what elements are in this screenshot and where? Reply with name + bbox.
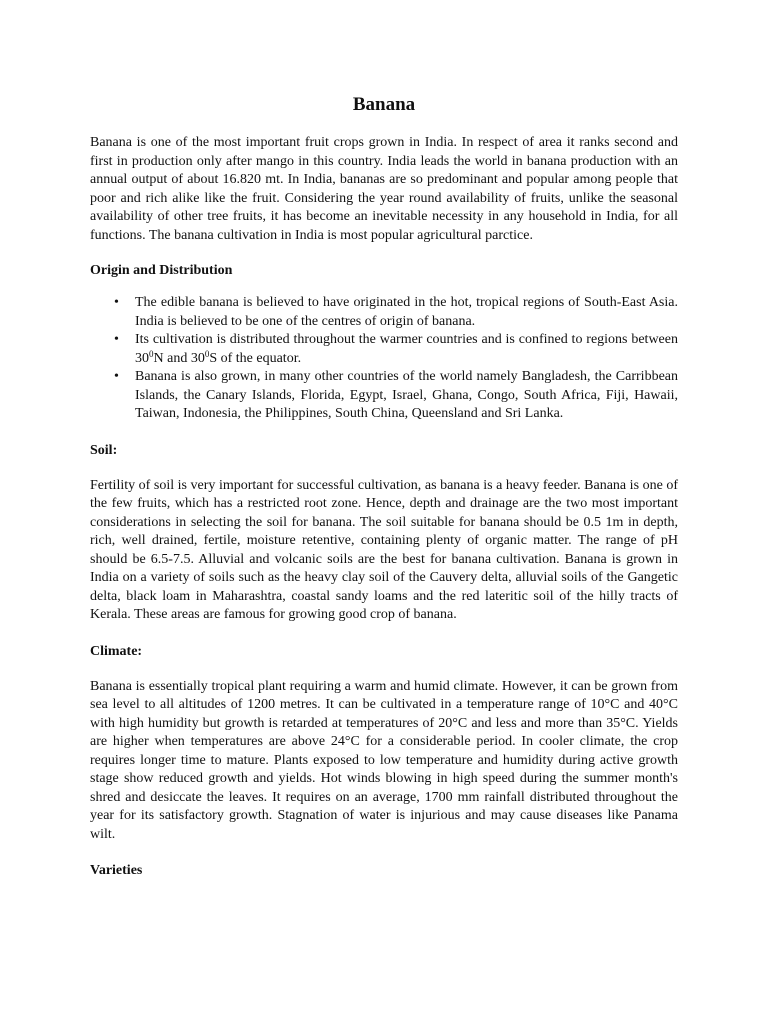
bullet-text: The edible banana is believed to have originated in the hot, tropical regions of South-East Asia. India is believed to be one of the centres of origin of banana. <box>135 295 678 329</box>
list-item <box>90 294 678 331</box>
list-item <box>90 331 678 368</box>
list-item <box>90 368 678 424</box>
degree-superscript: 0 <box>149 348 154 359</box>
bullet-icon: • <box>114 369 119 384</box>
soil-heading: Soil: <box>90 442 118 458</box>
intro-paragraph: Banana is one of the most important fruit crops grown in India. In respect of area it ranks second and first in production only after mango in this country. India leads the world in banana production with an annual output of about 16.820 mt. In India, bananas are so predominant and popular among people that poor and rich alike like the fruit. Considering the year round availability of fruits, unlike the seasonal availability of other tree fruits, it has become an inevitable necessity in any household in India, for all functions. The banana cultivation in India is most popular agricultural parctice. <box>90 135 678 243</box>
bullet-icon: • <box>114 332 119 347</box>
bullet-icon: • <box>114 295 119 310</box>
climate-heading: Climate: <box>90 643 143 659</box>
bullet-text: Its cultivation is distributed throughout the warmer countries and is confined to regions between $30^0N$ and $30^0S$ of the equator. <box>135 332 678 366</box>
climate-paragraph: Banana is essentially tropical plant requiring a warm and humid climate. However, it can be grown from sea level to all altitudes of 1200 metres. It can be cultivated in a temperature range of 10°C and 40°C with high humidity but growth is retarded at temperatures of 20°C and less and more than 35°C. Yields are higher when temperatures are above 24°C for a considerable period. In cooler climate, the crop requires longer time to mature. Plants exposed to low temperature and humidity during active growth stage show reduced growth and yields. Hot winds blowing in high speed during the summer month's shred and desiccate the leaves. It requires on an average, 1700 mm rainfall distributed throughout the year for its satisfactory growth. Stagnation of water is injurious and may cause diseases like Panama wilt. <box>90 678 678 842</box>
soil-paragraph: Fertility of soil is very important for successful cultivation, as banana is a heavy feeder. Banana is one of the few fruits, which has a restricted root zone. Hence, depth and drainage are the two most important considerations in selecting the soil for banana. The soil suitable for banana should be 0.5 1m in depth, rich, well drained, fertile, moisture retentive, containing plenty of organic matter. The range of pH should be 6.5-7.5. Alluvial and volcanic soils are the best for banana cultivation. Banana is grown in India on a variety of soils such as the heavy clay soil of the Cauvery delta, alluvial soils of the Gangetic delta, black loam in Maharashtra, coastal sandy loams and the red lateritic soil of the hilly tracts of Kerala. These areas are famous for growing good crop of banana. <box>90 477 678 622</box>
document-body <box>90 134 678 880</box>
degree-superscript: 0 <box>204 348 210 359</box>
varieties-heading: Varieties <box>90 863 143 878</box>
bullet-text: Banana is also grown, in many other countries of the world namely Bangladesh, the Carribbean Islands, the Canary Islands, Florida, Egypt, Israel, Ghana, Congo, South Africa, Fiji, Hawaii, Taiwan, Indonesia, the Philippines, South China, Queensland and Sri Lanka. <box>135 369 678 421</box>
page-title: Banana <box>352 94 416 115</box>
origin-heading: Origin and Distribution <box>90 263 233 278</box>
origin-bullet-list <box>90 294 678 424</box>
